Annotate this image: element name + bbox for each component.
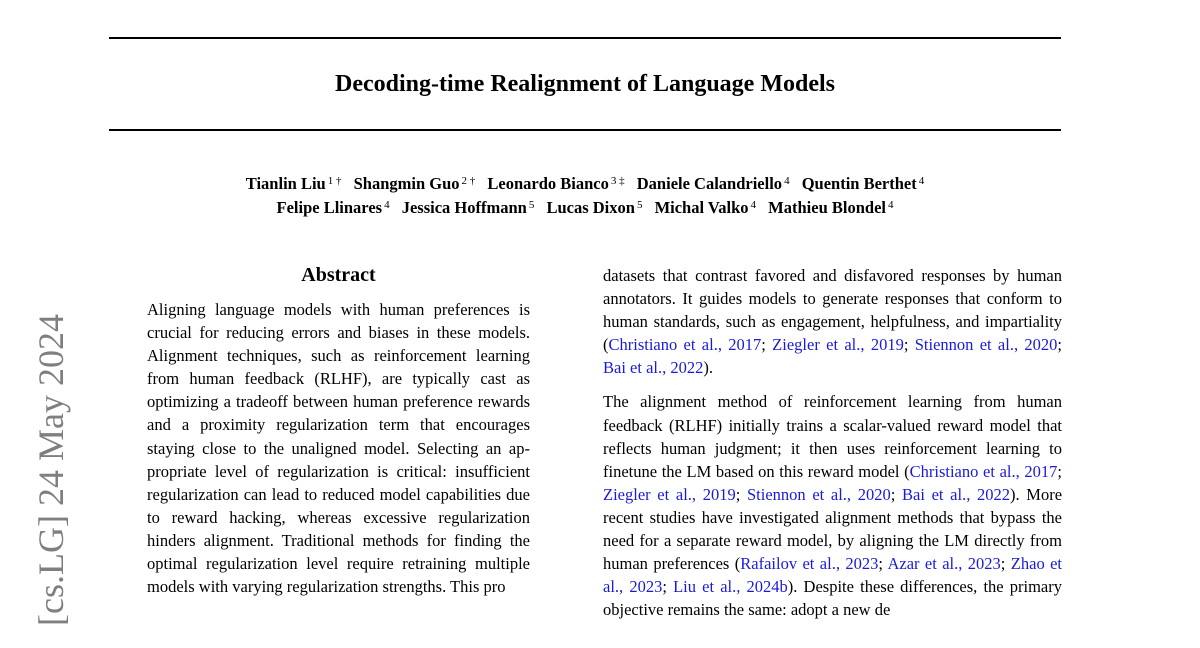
citation-link[interactable]: Zhao et al., 2023 — [603, 554, 1063, 597]
abstract-text: Aligning language models with human preferences is crucial for reducing errors and biases in these models. Alignment techniques, such as reinforcement learning from human feedback (RLHF), are typically cast as optimizing a tradeoff between human preference rewards and a proximity regularization term that encourages staying close to the unaligned model. Selecting an appropriate level of regularization is critical: insufficient regularization can lead to reduced model capabilities due to reward hacking, whereas excessive regularization hinders alignment. Traditional methods for finding the optimal regularization level require retraining multiple models with varying regularization strengths. This pro — [147, 300, 530, 597]
author-row-1 — [109, 172, 1061, 196]
author-10: Mathieu Blondel $^4$ — [768, 198, 894, 217]
author-7: Jessica Hoffmann $^5$ — [401, 198, 535, 217]
author-6: Felipe Llinares $^4$ — [276, 198, 390, 217]
author-row-2 — [109, 196, 1061, 220]
title-rule-top — [109, 37, 1061, 39]
citation-link[interactable]: Bai et al., 2022 — [603, 358, 704, 378]
arxiv-stamp: [cs.LG] 24 May 2024 — [31, 314, 71, 626]
citation-link[interactable]: Liu et al., 2024b — [673, 577, 788, 597]
author-3: Leonardo Bianco $^{3 \ddagger}$ — [487, 174, 625, 193]
intro-paragraph-2: The alignment method of reinforcement learning from human feedback (RLHF) initially trains a scalar-valued reward model that reflects human judgment; it then uses reinforcement learning to finetune the LM based on this reward model (Christiano et al., 2017; Ziegler et al., 2019; Stiennon et al., 2020; Bai et al., 2022). More recent studies have investigated alignment methods that bypass the need for a separate reward model, by aligning the LM directly from human preferences (Rafailov et al., 2023; Azar et al., 2023; Zhao et al., 2023; Liu et al., 2024b). Despite these differences, the primary objective remains the same: adopt a new de — [603, 392, 1063, 620]
intro-paragraph-1: datasets that contrast favored and disfavored responses by human annotators. It guides models to generate responses that conform to human standards, such as engagement, helpfulness, and impartiality (Christiano et al., 2017; Ziegler et al., 2019; Stiennon et al., 2020; Bai et al., 2022). — [603, 266, 1062, 378]
author-8: Lucas Dixon $^5$ — [546, 198, 643, 217]
paper-title: Decoding-time Realignment of Language Models — [335, 71, 835, 97]
abstract-heading: Abstract — [301, 264, 376, 286]
citation-link[interactable]: Christiano et al., 2017 — [909, 461, 1058, 481]
citation-link[interactable]: Christiano et al., 2017 — [608, 335, 762, 355]
citation-link[interactable]: Ziegler et al., 2019 — [772, 335, 904, 355]
author-5: Quentin Berthet $^4$ — [801, 174, 925, 193]
author-4: Daniele Calandriello $^4$ — [636, 174, 790, 193]
title-rule-bottom — [109, 129, 1061, 131]
author-list — [109, 172, 1061, 220]
citation-link[interactable]: Bai et al., 2022 — [902, 484, 1010, 504]
intro-column — [603, 264, 1062, 621]
citation-link[interactable]: Stiennon et al., 2020 — [914, 335, 1058, 355]
citation-link[interactable]: Stiennon et al., 2020 — [746, 484, 891, 504]
author-1: Tianlin Liu $^{1 \dagger}$ — [245, 174, 342, 193]
author-2: Shangmin Guo $^{2 \dagger}$ — [353, 174, 476, 193]
citation-link[interactable]: Ziegler et al., 2019 — [603, 484, 736, 504]
author-9: Michal Valko $^4$ — [654, 198, 757, 217]
citation-link[interactable]: Rafailov et al., 2023 — [740, 554, 879, 574]
citation-link[interactable]: Azar et al., 2023 — [887, 554, 1001, 574]
